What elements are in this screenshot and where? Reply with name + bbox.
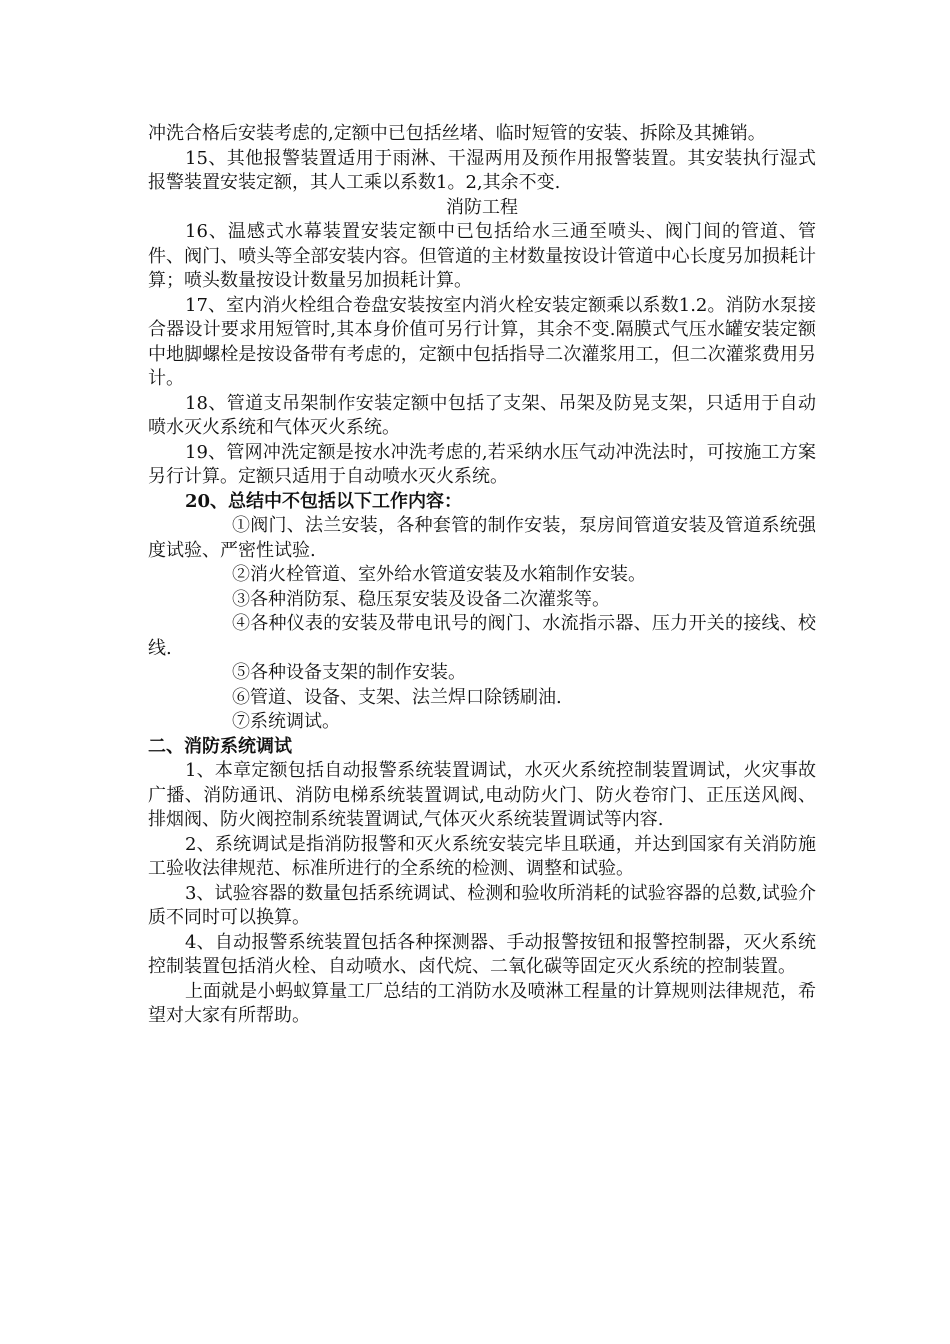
paragraph-item-16: 16、温感式水幕装置安装定额中已包括给水三通至喷头、阀门间的管道、管件、阀门、喷头等全部安装内容。但管道的主材数量按设计管道中心长度另加损耗计算；喷头数量按设计数量另加损耗计算。 (148, 221, 816, 291)
paragraph-item-18: 18、管道支吊架制作安装定额中包括了支架、吊架及防晃支架，只适用于自动喷水灭火系统和气体灭火系统。 (148, 392, 816, 438)
paragraph-debug-4: 4、自动报警系统装置包括各种探测器、手动报警按钮和报警控制器，灭火系统控制装置包括消火栓、自动喷水、卤代烷、二氧化碳等固定灭火系统的控制装置。 (148, 931, 816, 977)
paragraph-conclusion: 上面就是小蚂蚁算量工厂总结的工消防水及喷淋工程量的计算规则法律规范，希望对大家有所帮助。 (148, 980, 816, 1026)
section-heading-system-debugging: 二、消防系统调试 (148, 735, 292, 757)
paragraph-debug-1: 1、本章定额包括自动报警系统装置调试，水灭火系统控制装置调试，火灾事故广播、消防通讯、消防电梯系统装置调试,电动防火门、防火卷帘门、正压送风阀、排烟阀、防火阀控制系统装置调试,气体灭火系统装置调试等内容. (148, 760, 816, 830)
list-item-3: ③各种消防泵、稳压泵安装及设备二次灌浆等。 (232, 588, 610, 610)
list-item-5: ⑤各种设备支架的制作安装。 (232, 662, 466, 683)
list-item-7: ⑦系统调试。 (232, 711, 340, 732)
document-page (148, 122, 816, 1029)
paragraph-debug-2: 2、系统调试是指消防报警和灭火系统安装完毕且联通，并达到国家有关消防施工验收法律规范、标准所进行的全系统的检测、调整和试验。 (148, 833, 816, 879)
paragraph-item-20-heading: 20、总结中不包括以下工作内容： (185, 490, 463, 512)
paragraph-debug-3: 3、试验容器的数量包括系统调试、检测和验收所消耗的试验容器的总数,试验介质不同时可以换算。 (148, 882, 816, 928)
section-heading-fire-engineering: 消防工程 (446, 196, 518, 218)
list-item-2: ②消火栓管道、室外给水管道安装及水箱制作安装。 (232, 564, 646, 585)
paragraph-item-15: 15、其他报警装置适用于雨淋、干湿两用及预作用报警装置。其安装执行湿式报警装置安装定额，其人工乘以系数1。2,其余不变. (148, 147, 816, 193)
list-item-4: ④各种仪表的安装及带电讯号的阀门、水流指示器、压力开关的接线、校线. (148, 613, 816, 659)
paragraph-item-17: 17、室内消火栓组合卷盘安装按室内消火栓安装定额乘以系数1.2。消防水泵接合器设计要求用短管时,其本身价值可另行计算，其余不变.隔膜式气压水罐安装定额中地脚螺栓是按设备带有考虑的，定额中包括指导二次灌浆用工，但二次灌浆费用另计。 (148, 294, 816, 389)
list-item-1: ①阀门、法兰安装，各种套管的制作安装，泵房间管道安装及管道系统强度试验、严密性试验. (148, 515, 816, 561)
list-item-6: ⑥管道、设备、支架、法兰焊口除锈刷油. (232, 686, 562, 708)
paragraph-item-19: 19、管网冲洗定额是按水冲洗考虑的,若采纳水压气动冲洗法时，可按施工方案另行计算。定额只适用于自动喷水灭火系统。 (148, 441, 816, 487)
paragraph-continuation: 冲洗合格后安装考虑的,定额中已包括丝堵、临时短管的安装、拆除及其摊销。 (148, 123, 766, 144)
